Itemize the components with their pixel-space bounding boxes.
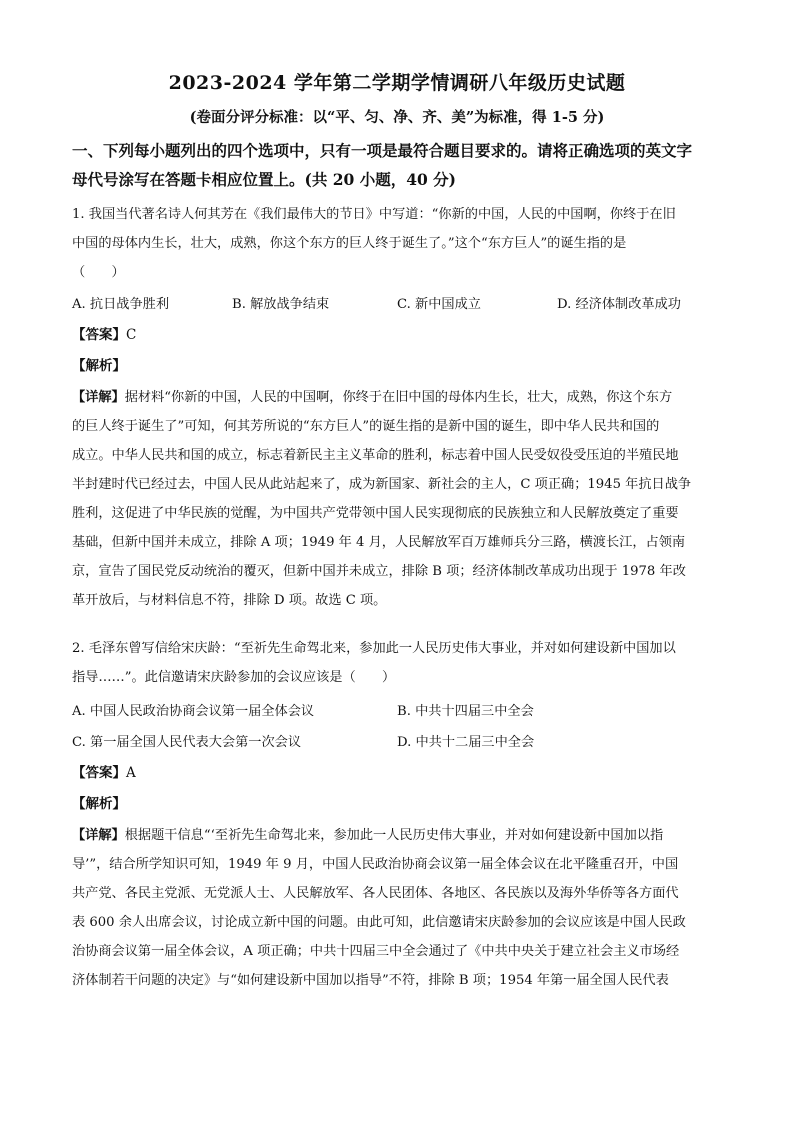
q1-stem-line: （ ）: [72, 265, 125, 280]
q1-detail-line: 京，宣告了国民党反动统治的覆灭，但新中国并未成立，排除 B 项；经济体制改革成功出现于 1978 年改: [72, 564, 686, 579]
q1-option-c: C. 新中国成立: [397, 297, 481, 312]
page-title: 2023-2024 学年第二学期学情调研八年级历史试题: [168, 72, 626, 94]
q1-detail-line: 革开放后，与材料信息不符，排除 D 项。故选 C 项。: [72, 593, 387, 608]
q2-stem-line: 2. 毛泽东曾写信给宋庆龄：“至祈先生命驾北来，参加此一人民历史伟大事业，并对如何建设新中国加以: [72, 641, 676, 656]
q2-detail-line: 共产党、各民主党派、无党派人士、人民解放军、各人民团体、各地区、各民族以及海外华侨等各方面代: [72, 886, 679, 901]
q1-stem: [72, 200, 727, 287]
q1-option-a: A. 抗日战争胜利: [72, 297, 170, 312]
section-heading-line: 一、下列每小题列出的四个选项中，只有一项是最符合题目要求的。请将正确选项的英文字: [72, 141, 693, 160]
q2-detail: [72, 821, 727, 995]
q2-option-c: C. 第一届全国人民代表大会第一次会议: [72, 735, 302, 750]
q1-detail-line: 基础，但新中国并未成立，排除 A 项；1949 年 4 月，人民解放军百万雄师兵分三路，横渡长江，占领南: [72, 535, 686, 550]
q2-stem: [72, 634, 727, 692]
q1-detail-line: 的巨人终于诞生了”可知，何其芳所说的“东方巨人”的诞生指的是新中国的诞生，即中华人民共和国的: [72, 419, 660, 434]
q1-analysis-label: 【解析】: [72, 358, 126, 374]
section-heading: [72, 136, 732, 194]
detail-label: 【详解】: [72, 390, 125, 405]
q1-detail-line: 【详解】据材料“你新的中国，人民的中国啊，你终于在旧中国的母体内生长，壮大，成熟，你这个东方: [72, 390, 673, 405]
q1-detail-line: 成立。中华人民共和国的成立，标志着新民主主义革命的胜利，标志着中国人民受奴役受压迫的半殖民地: [72, 448, 679, 463]
q1-stem-line: 1. 我国当代著名诗人何其芳在《我们最伟大的节日》中写道：“你新的中国，人民的中国啊，你终于在旧: [72, 207, 676, 222]
page-subtitle: (卷面分评分标准：以“平、匀、净、齐、美”为标准，得 1-5 分): [189, 109, 605, 126]
q2-analysis-label: 【解析】: [72, 796, 126, 812]
q1-option-b: B. 解放战争结束: [232, 297, 330, 312]
q2-option-d: D. 中共十二届三中全会: [397, 735, 535, 750]
q1-detail-line: 胜利，这促进了中华民族的觉醒，为中国共产党带领中国人民实现彻底的民族独立和人民解放奠定了重要: [72, 506, 679, 521]
q1-stem-line: 中国的母体内生长，壮大，成熟，你这个东方的巨人终于诞生了。”这个“东方巨人”的诞生指的是: [72, 236, 627, 251]
answer-value: A: [126, 765, 136, 781]
q2-detail-line: 济体制若干问题的决定》与“如何建设新中国加以指导”不符，排除 B 项；1954 年第一届全国人民代表: [72, 973, 669, 988]
q2-option-a: A. 中国人民政治协商会议第一届全体会议: [72, 704, 315, 719]
detail-label: 【详解】: [72, 828, 125, 843]
q1-option-d: D. 经济体制改革成功: [557, 297, 681, 312]
q2-detail-line: 【详解】根据题干信息“‘至祈先生命驾北来，参加此一人民历史伟大事业，并对如何建设新中国加以指: [72, 828, 664, 843]
answer-label: 【答案】: [72, 327, 126, 343]
q2-stem-line: 指导……”。此信邀请宋庆龄参加的会议应该是（ ）: [72, 670, 396, 685]
answer-value: C: [126, 327, 137, 343]
q2-option-b: B. 中共十四届三中全会: [397, 704, 534, 719]
answer-label: 【答案】: [72, 765, 126, 781]
q2-answer: [72, 759, 136, 788]
q2-detail-line: 导’”，结合所学知识可知，1949 年 9 月，中国人民政治协商会议第一届全体会议在北平隆重召开，中国: [72, 857, 679, 872]
q1-answer: [72, 321, 136, 350]
q2-detail-line: 治协商会议第一届全体会议，A 项正确；中共十四届三中全会通过了《中共中央关于建立社会主义市场经: [72, 944, 680, 959]
q1-detail: [72, 383, 727, 615]
q1-detail-line: 半封建时代已经过去，中国人民从此站起来了，成为新国家、新社会的主人，C 项正确；1945 年抗日战争: [72, 477, 692, 492]
q2-detail-line: 表 600 余人出席会议，讨论成立新中国的问题。由此可知，此信邀请宋庆龄参加的会议应该是中国人民政: [72, 915, 686, 930]
section-heading-line: 母代号涂写在答题卡相应位置上。(共 20 小题，40 分): [72, 170, 456, 189]
